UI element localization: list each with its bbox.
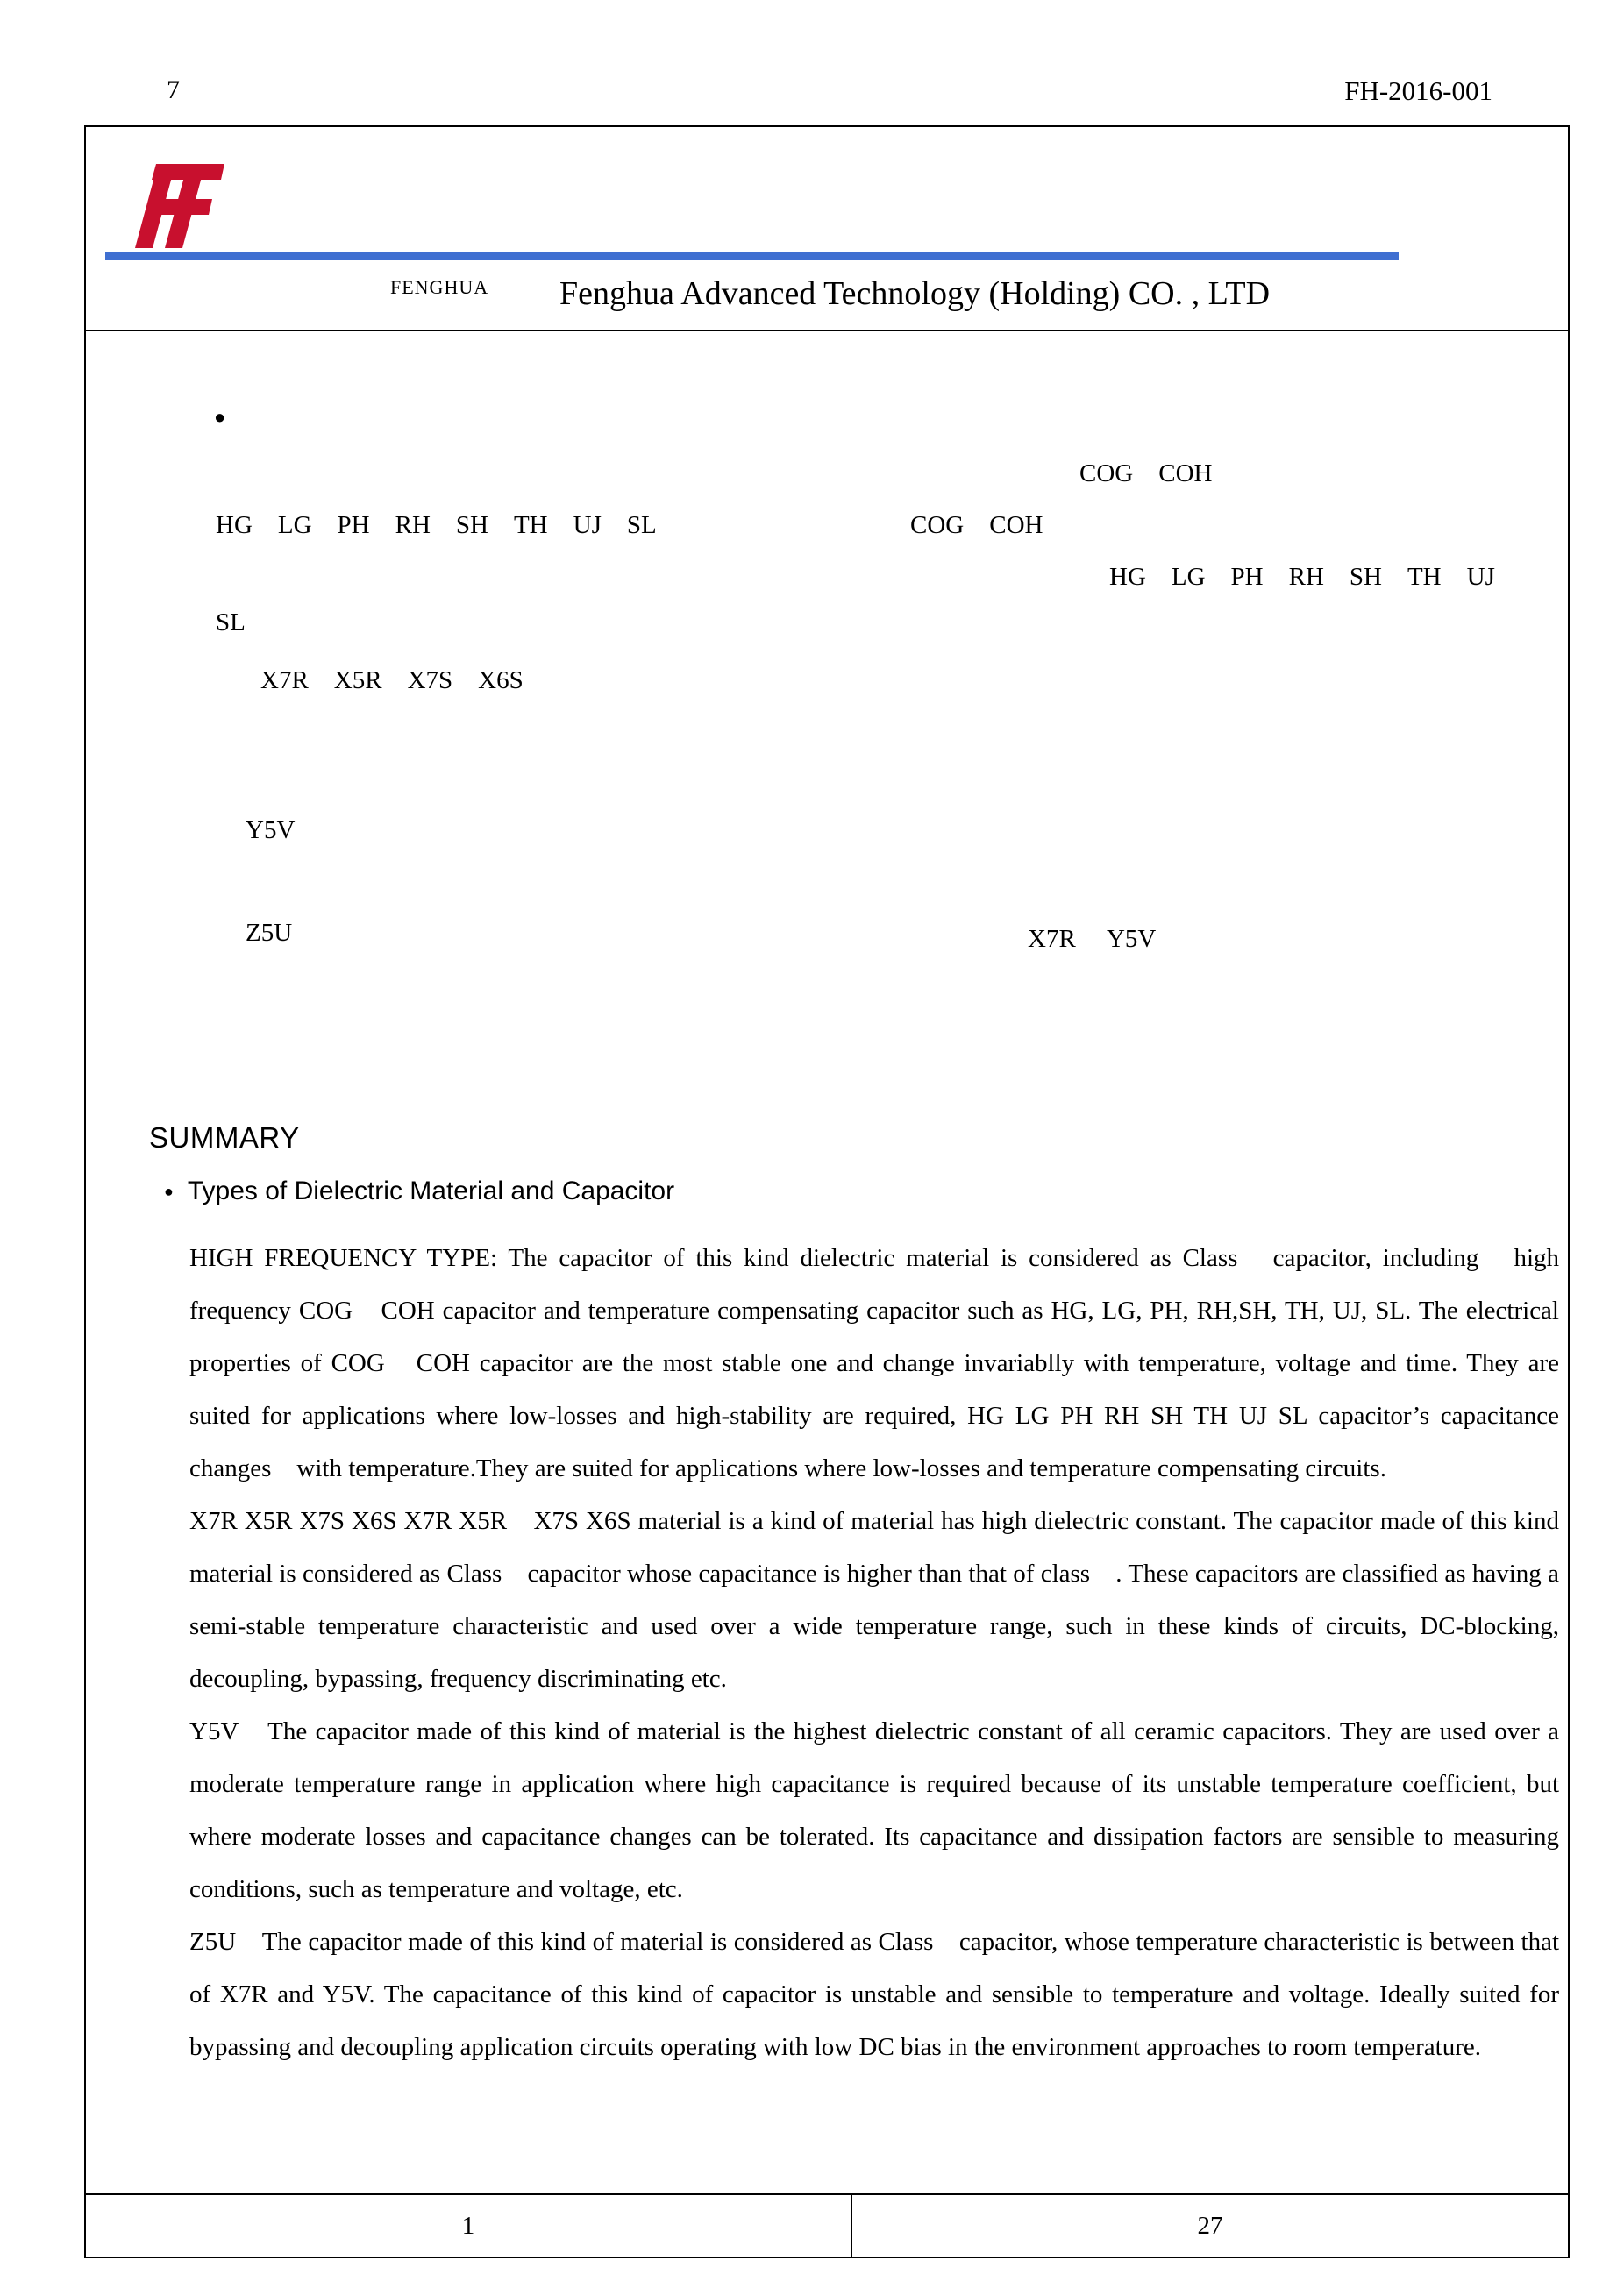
code-line-hf-left: HG LG PH RH SH TH UJ SL	[216, 511, 657, 539]
code-line-cog-coh-top: COG COH	[1079, 459, 1213, 487]
code-line-z5u: Z5U	[246, 919, 293, 947]
summary-subheading: Types of Dielectric Material and Capacitor	[187, 1176, 675, 1205]
footer-cell-right: 27	[851, 2195, 1568, 2257]
paragraph-high-frequency: HIGH FREQUENCY TYPE: The capacitor of this kind dielectric material is considered as Class capacitor, including high frequency COG COH capacitor and temperature compensating capacitor such as HG, LG, PH, RH,SH, TH, UJ, SL. The electrical properties of COG COH capacitor are the most stable one and change invariablly with temperature, voltage and time. They are suited for applications where low-losses and high-stability are required, HG LG PH RH SH TH UJ SL capacitor’s capacitance changes with temperature.They are suited for applications where low-losses and temperature compensating circuits.	[189, 1244, 1559, 1482]
document-number: FH-2016-001	[1344, 75, 1492, 106]
summary-subheading-row	[164, 1176, 674, 1206]
brand-small-label: FENGHUA	[390, 276, 489, 298]
page-top-header	[167, 75, 1492, 107]
code-line-x7r-y5v: X7R Y5V	[1028, 925, 1157, 953]
bullet-icon: ●	[164, 1183, 174, 1200]
brand-blue-bar	[105, 252, 1399, 260]
footer-page-table	[86, 2193, 1568, 2257]
paragraph-x7r: X7R X5R X7S X6S X7R X5R X7S X6S material is a kind of material has high dielectric constant. The capacitor made of this kind material is considered as Class capacitor whose capacitance is higher than that of class . These capacitors are classified as having a semi-stable temperature characteristic and used over a wide temperature range, such in these kinds of circuits, DC-blocking, decoupling, bypassing, frequency discriminating etc.	[189, 1507, 1559, 1693]
code-line-x-series: X7R X5R X7S X6S	[260, 666, 524, 694]
document-frame	[84, 125, 1570, 2258]
summary-heading: SUMMARY	[149, 1121, 300, 1154]
bullet-icon: ●	[214, 406, 226, 428]
code-line-sl: SL	[216, 608, 246, 636]
footer-cell-left: 1	[461, 2211, 475, 2240]
code-line-y5v: Y5V	[246, 816, 296, 844]
summary-body	[189, 1232, 1559, 2073]
fenghua-logo-icon	[132, 162, 226, 250]
paragraph-z5u: Z5U The capacitor made of this kind of material is considered as Class capacitor, whose temperature characteristic is between that of X7R and Y5V. The capacitance of this kind of capacitor is unstable and sensible to temperature and voltage. Ideally suited for bypassing and decoupling application circuits operating with low DC bias in the environment approaches to room temperature.	[189, 1928, 1559, 2061]
paragraph-y5v: Y5V The capacitor made of this kind of material is the highest dielectric constant of all ceramic capacitors. They are used over a moderate temperature range in application where high capacitance is required because of its unstable temperature coefficient, but where moderate losses and capacitance changes can be tolerated. Its capacitance and dissipation factors are sensible to measuring conditions, such as temperature and voltage, etc.	[189, 1717, 1559, 1903]
code-line-cog-coh-mid: COG COH	[910, 511, 1043, 539]
page-number-top: 7	[167, 75, 180, 104]
letterhead-divider	[86, 330, 1568, 331]
code-line-hf-right: HG LG PH RH SH TH UJ	[1109, 563, 1495, 591]
company-title: Fenghua Advanced Technology (Holding) CO. , LTD	[559, 275, 1271, 312]
